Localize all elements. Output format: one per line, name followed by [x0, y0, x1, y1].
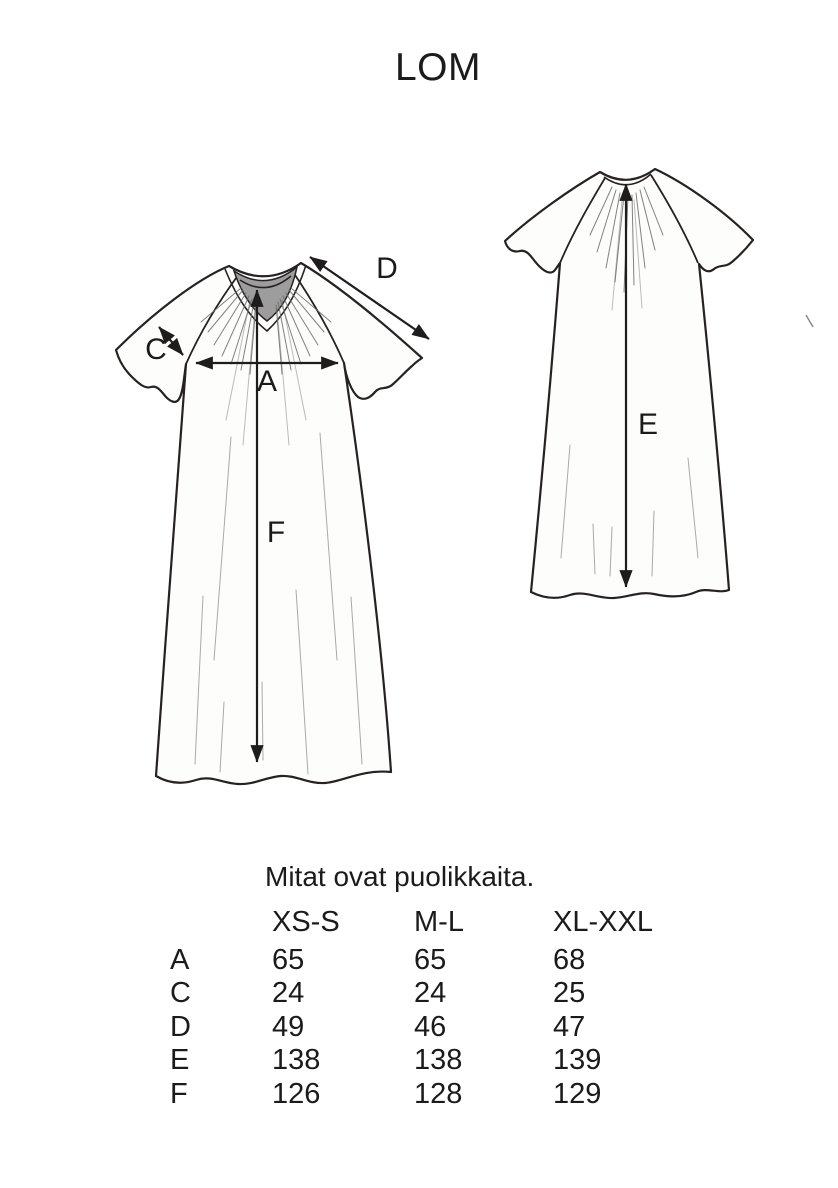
value-d-xl-xxl: 47 [553, 1010, 586, 1043]
value-c-xl-xxl: 25 [553, 977, 586, 1010]
value-f-m-l: 128 [414, 1077, 463, 1110]
row-label-e: E [170, 1044, 190, 1077]
measurement-note: Mitat ovat puolikkaita. [265, 861, 535, 892]
value-e-m-l: 138 [414, 1044, 463, 1077]
row-label-d: D [170, 1010, 191, 1043]
stray-mark [806, 315, 813, 327]
size-header-xl-xxl: XL-XXL [553, 906, 653, 938]
measure-label-C: C [145, 333, 167, 366]
row-label-a: A [170, 944, 190, 976]
measure-label-F: F [266, 516, 286, 549]
value-d-xs-s: 49 [272, 1010, 305, 1043]
back-dress-drawing [505, 169, 753, 598]
measure-label-D: D [376, 252, 398, 285]
page-title: LOM [394, 46, 481, 89]
value-c-m-l: 24 [414, 977, 447, 1010]
front-dress-drawing [116, 252, 429, 784]
size-table-corner-cell [170, 906, 272, 944]
row-label-f: F [170, 1077, 188, 1110]
value-e-xl-xxl: 139 [553, 1044, 602, 1077]
measure-label-A: A [256, 365, 278, 398]
value-f-xs-s: 126 [272, 1077, 321, 1110]
value-a-xl-xxl: 68 [553, 944, 586, 976]
value-c-xs-s: 24 [272, 977, 305, 1010]
size-table [170, 906, 685, 1111]
value-e-xs-s: 138 [272, 1044, 321, 1077]
value-f-xl-xxl: 129 [553, 1077, 602, 1110]
back-dress-silhouette [505, 169, 753, 598]
size-header-m-l: M-L [414, 906, 464, 938]
row-label-c: C [170, 977, 191, 1010]
size-header-xs-s: XS-S [272, 906, 340, 938]
value-a-m-l: 65 [414, 944, 447, 976]
measure-label-E: E [637, 408, 659, 441]
value-d-m-l: 46 [414, 1010, 447, 1043]
value-a-xs-s: 65 [272, 944, 305, 976]
